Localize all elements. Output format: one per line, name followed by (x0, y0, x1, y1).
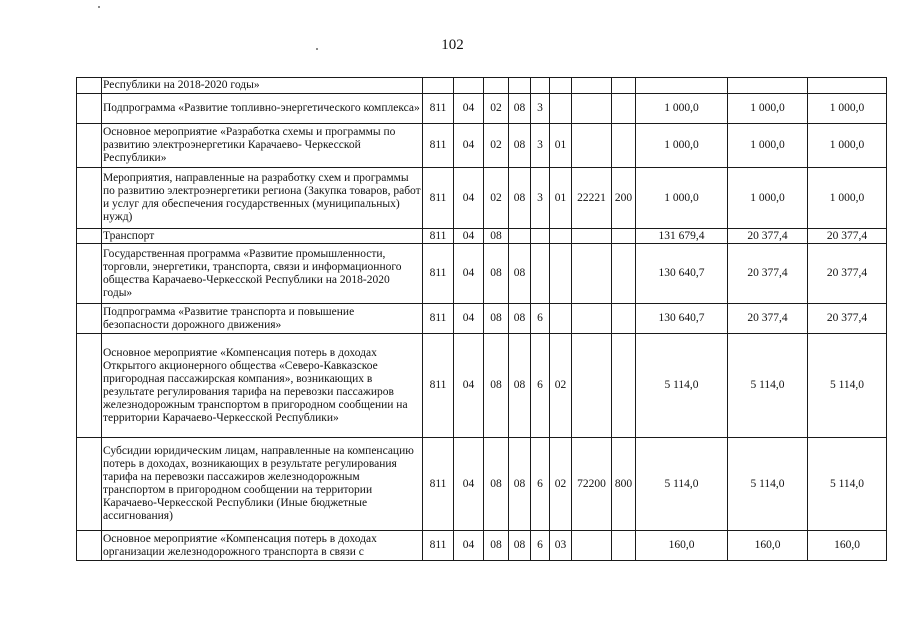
amount-2019: 1 000,0 (728, 94, 808, 124)
row-marker-cell (77, 124, 102, 168)
subsection-code: 08 (484, 531, 509, 561)
direction-code (572, 334, 612, 438)
program-code: 08 (509, 531, 531, 561)
amount-2020: 20 377,4 (808, 244, 887, 304)
section-code: 04 (454, 94, 484, 124)
direction-code (572, 229, 612, 244)
item-name: Основное мероприятие «Компенсация потерь в доходах организации железнодорожного транспорта в связи с (102, 531, 423, 561)
direction-code: 22221 (572, 168, 612, 229)
amount-2019: 1 000,0 (728, 168, 808, 229)
amount-2019: 1 000,0 (728, 124, 808, 168)
amount-2018: 1 000,0 (636, 94, 728, 124)
amount-2018: 130 640,7 (636, 304, 728, 334)
row-marker-cell (77, 334, 102, 438)
amount-2020: 1 000,0 (808, 124, 887, 168)
table-row (77, 304, 887, 334)
section-code: 04 (454, 334, 484, 438)
admin-code: 811 (423, 438, 454, 531)
expense-type-code (612, 78, 636, 94)
direction-code (572, 244, 612, 304)
item-name: Мероприятия, направленные на разработку схем и программы по развитию электроэнергетики региона (Закупка товаров, работ и услуг для обеспечения государственных (муниципальных) нужд) (102, 168, 423, 229)
expense-type-code (612, 531, 636, 561)
subsection-code: 08 (484, 334, 509, 438)
expense-type-code: 800 (612, 438, 636, 531)
scan-speck (316, 48, 318, 50)
amount-2018 (636, 78, 728, 94)
table-row (77, 438, 887, 531)
subprogram-code (531, 229, 550, 244)
admin-code: 811 (423, 124, 454, 168)
item-name: Республики на 2018-2020 годы» (102, 78, 423, 94)
scan-speck (98, 6, 100, 8)
program-code: 08 (509, 168, 531, 229)
item-name: Подпрограмма «Развитие топливно-энергетического комплекса» (102, 94, 423, 124)
admin-code: 811 (423, 244, 454, 304)
section-code: 04 (454, 438, 484, 531)
subprogram-code: 3 (531, 94, 550, 124)
amount-2020: 1 000,0 (808, 168, 887, 229)
program-code: 08 (509, 124, 531, 168)
direction-code (572, 94, 612, 124)
section-code: 04 (454, 244, 484, 304)
amount-2019: 5 114,0 (728, 438, 808, 531)
measure-code (550, 229, 572, 244)
program-code: 08 (509, 334, 531, 438)
measure-code: 02 (550, 334, 572, 438)
item-name: Основное мероприятие «Компенсация потерь в доходах Открытого акционерного общества «Северо-Кавказское пригородная пассажирская компания», возникающих в результате регулирования тарифа на перевозки пассажиров железнодорожным транспортом в пригородном сообщении на территории Карачаево-Черкесской Республики» (102, 334, 423, 438)
admin-code (423, 78, 454, 94)
subsection-code: 08 (484, 304, 509, 334)
admin-code: 811 (423, 229, 454, 244)
amount-2019: 5 114,0 (728, 334, 808, 438)
amount-2020: 1 000,0 (808, 94, 887, 124)
subprogram-code (531, 78, 550, 94)
expense-type-code (612, 94, 636, 124)
subprogram-code: 6 (531, 531, 550, 561)
admin-code: 811 (423, 304, 454, 334)
program-code: 08 (509, 94, 531, 124)
item-name: Транспорт (102, 229, 423, 244)
subprogram-code: 3 (531, 124, 550, 168)
direction-code (572, 124, 612, 168)
admin-code: 811 (423, 94, 454, 124)
section-code: 04 (454, 229, 484, 244)
amount-2020: 20 377,4 (808, 304, 887, 334)
direction-code (572, 531, 612, 561)
budget-table (76, 77, 887, 561)
section-code: 04 (454, 531, 484, 561)
section-code: 04 (454, 168, 484, 229)
table-row (77, 229, 887, 244)
row-marker-cell (77, 229, 102, 244)
amount-2018: 5 114,0 (636, 438, 728, 531)
amount-2019 (728, 78, 808, 94)
amount-2019: 20 377,4 (728, 229, 808, 244)
row-marker-cell (77, 168, 102, 229)
program-code: 08 (509, 244, 531, 304)
table-row (77, 94, 887, 124)
row-marker-cell (77, 304, 102, 334)
subprogram-code: 6 (531, 438, 550, 531)
amount-2018: 1 000,0 (636, 168, 728, 229)
program-code (509, 78, 531, 94)
row-marker-cell (77, 244, 102, 304)
subsection-code: 08 (484, 229, 509, 244)
amount-2019: 20 377,4 (728, 244, 808, 304)
measure-code: 01 (550, 168, 572, 229)
section-code: 04 (454, 304, 484, 334)
measure-code: 02 (550, 438, 572, 531)
subprogram-code (531, 244, 550, 304)
subsection-code (484, 78, 509, 94)
table-row (77, 531, 887, 561)
admin-code: 811 (423, 334, 454, 438)
table-row (77, 124, 887, 168)
row-marker-cell (77, 94, 102, 124)
table-row (77, 334, 887, 438)
table-row (77, 244, 887, 304)
measure-code: 01 (550, 124, 572, 168)
page-number: 102 (441, 37, 464, 53)
direction-code (572, 304, 612, 334)
amount-2019: 20 377,4 (728, 304, 808, 334)
subprogram-code: 3 (531, 168, 550, 229)
expense-type-code (612, 124, 636, 168)
expense-type-code (612, 229, 636, 244)
subprogram-code: 6 (531, 334, 550, 438)
admin-code: 811 (423, 168, 454, 229)
amount-2018: 131 679,4 (636, 229, 728, 244)
amount-2020 (808, 78, 887, 94)
measure-code (550, 94, 572, 124)
subsection-code: 08 (484, 438, 509, 531)
subsection-code: 02 (484, 124, 509, 168)
amount-2018: 160,0 (636, 531, 728, 561)
amount-2018: 1 000,0 (636, 124, 728, 168)
amount-2020: 160,0 (808, 531, 887, 561)
item-name: Субсидии юридическим лицам, направленные на компенсацию потерь в доходах, возникающих в результате регулирования тарифа на перевозки пассажиров железнодорожным транспортом в пригородном сообщении на территории Карачаево-Черкесской Республики (Иные бюджетные ассигнования) (102, 438, 423, 531)
table-row (77, 168, 887, 229)
direction-code: 72200 (572, 438, 612, 531)
subsection-code: 02 (484, 168, 509, 229)
program-code (509, 229, 531, 244)
amount-2020: 5 114,0 (808, 334, 887, 438)
admin-code: 811 (423, 531, 454, 561)
amount-2020: 20 377,4 (808, 229, 887, 244)
amount-2018: 130 640,7 (636, 244, 728, 304)
row-marker-cell (77, 78, 102, 94)
expense-type-code: 200 (612, 168, 636, 229)
subsection-code: 02 (484, 94, 509, 124)
measure-code (550, 244, 572, 304)
measure-code (550, 78, 572, 94)
section-code: 04 (454, 124, 484, 168)
row-marker-cell (77, 438, 102, 531)
amount-2019: 160,0 (728, 531, 808, 561)
table-row (77, 78, 887, 94)
program-code: 08 (509, 438, 531, 531)
expense-type-code (612, 304, 636, 334)
direction-code (572, 78, 612, 94)
item-name: Подпрограмма «Развитие транспорта и повышение безопасности дорожного движения» (102, 304, 423, 334)
measure-code (550, 304, 572, 334)
amount-2018: 5 114,0 (636, 334, 728, 438)
row-marker-cell (77, 531, 102, 561)
item-name: Основное мероприятие «Разработка схемы и программы по развитию электроэнергетики Карачаево- Черкесской Республики» (102, 124, 423, 168)
program-code: 08 (509, 304, 531, 334)
amount-2020: 5 114,0 (808, 438, 887, 531)
subsection-code: 08 (484, 244, 509, 304)
subprogram-code: 6 (531, 304, 550, 334)
section-code (454, 78, 484, 94)
expense-type-code (612, 244, 636, 304)
item-name: Государственная программа «Развитие промышленности, торговли, энергетики, транспорта, связи и информационного общества Карачаево-Черкесской Республики на 2018-2020 годы» (102, 244, 423, 304)
measure-code: 03 (550, 531, 572, 561)
expense-type-code (612, 334, 636, 438)
